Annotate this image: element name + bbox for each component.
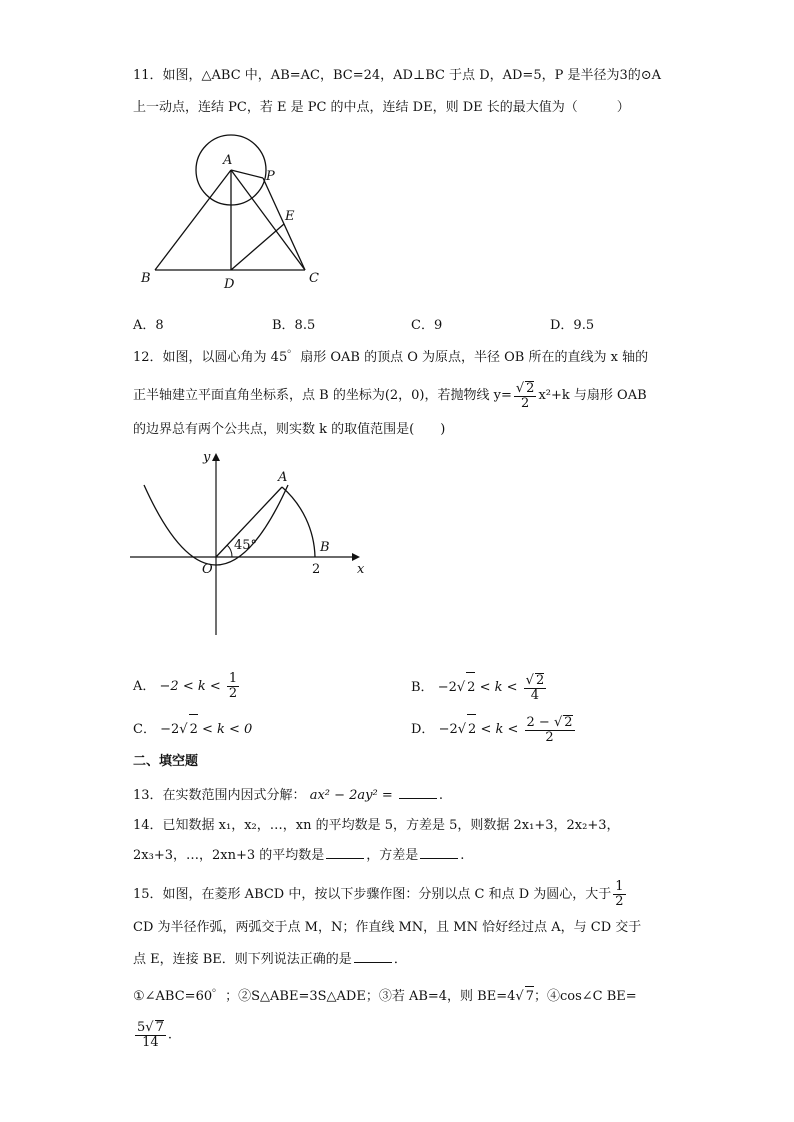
opt-d-sqrt: 2 xyxy=(467,714,476,745)
q15-text4b: ；④cos∠C BE= xyxy=(533,989,637,1004)
sqrt-symbol: √ xyxy=(525,672,534,688)
q15-end: . xyxy=(167,1027,172,1043)
opt-b-frac xyxy=(524,673,547,703)
opt-b-expr-a: −2 xyxy=(437,680,457,695)
q15-text3a: 点 E，连接 BE．则下列说法正确的是 xyxy=(133,952,352,967)
q15-frac-num: 1 xyxy=(615,879,624,894)
label-two: 2 xyxy=(312,562,321,577)
opt-d-frac xyxy=(525,715,575,745)
q15-sqrt: 7 xyxy=(525,986,534,1007)
opt-c-expr-b: < k < 0 xyxy=(197,722,253,737)
q12-figure xyxy=(130,445,370,640)
label-p: P xyxy=(266,169,275,184)
q13-line xyxy=(133,786,443,806)
opt-d-expr-a: −2 xyxy=(438,722,458,737)
q13-text: 13．在实数范围内因式分解： xyxy=(133,788,306,803)
q12-option-b[interactable] xyxy=(411,672,548,703)
x-axis-arrow xyxy=(352,553,360,561)
q12-frac-num: 2 xyxy=(526,380,535,396)
q12-text2a: 正半轴建立平面直角坐标系，点 B 的坐标为(2，0)，若抛物线 y= xyxy=(133,388,512,403)
opt-d-num-sqrt: 2 xyxy=(564,714,573,730)
q15-line5 xyxy=(133,1020,172,1051)
q14-variance-blank[interactable] xyxy=(420,846,458,859)
q11-line1 xyxy=(133,66,661,86)
q13-answer-blank[interactable] xyxy=(399,786,437,799)
q15-line2: CD 为半径作弧，两弧交于点 M，N；作直线 MN，且 MN 恰好经过点 A，与 CD 交于 xyxy=(133,920,642,935)
q14-line1: 14．已知数据 x₁，x₂，…，xn 的平均数是 5，方差是 5，则数据 2x₁+3，2x₂+3， xyxy=(133,818,620,833)
angle-arc xyxy=(227,545,232,557)
sector-arc xyxy=(282,487,315,557)
label-e: E xyxy=(285,209,295,224)
sqrt-symbol: √ xyxy=(515,380,525,396)
opt-b-expr-b: < k < xyxy=(475,680,518,695)
q13-expr: ax² − 2ay² = xyxy=(309,788,393,803)
section-title-fill-in: 二、填空题 xyxy=(133,754,199,769)
q14-text-a: 2x₃+3，…，2xn+3 的平均数是 xyxy=(133,848,325,863)
segment-de xyxy=(231,224,284,270)
y-axis-arrow xyxy=(212,453,220,461)
q11-figure xyxy=(135,128,335,293)
q14-text-b: ，方差是 xyxy=(366,848,419,863)
opt-a-frac xyxy=(227,672,239,701)
q11-text1: 如图，△ABC 中，AB=AC，BC=24，AD⊥BC 于点 D，AD=5，P 是半径为3的⊙A xyxy=(162,68,662,83)
opt-a-expr: −2 < k < xyxy=(159,679,221,694)
opt-c-sqrt: 2 xyxy=(189,714,198,745)
q15-line1 xyxy=(133,880,628,910)
label-b: B xyxy=(320,540,330,555)
q11-option-d[interactable]: D．9.5 xyxy=(550,318,595,333)
sqrt-symbol: √ xyxy=(515,989,524,1004)
q15-text1: 15．如图，在菱形 ABCD 中，按以下步骤作图：分别以点 C 和点 D 为圆心，大于 xyxy=(133,887,612,902)
q15-cos-num-sqrt: 7 xyxy=(155,1020,164,1035)
q12-text1: 如图，以圆心角为 45゜扇形 OAB 的顶点 O 为原点，半径 OB 所在的直线为 x 轴的 xyxy=(162,350,649,365)
q15-line3 xyxy=(133,950,407,970)
q15-cos-den: 14 xyxy=(142,1035,159,1050)
q12-line3: 的边界总有两个公共点，则实数 k 的取值范围是( ) xyxy=(133,422,446,437)
opt-a-den: 2 xyxy=(228,686,238,701)
q15-answer-blank[interactable] xyxy=(354,950,392,963)
q15-cos-frac xyxy=(135,1020,166,1050)
opt-d-label: D． xyxy=(411,722,435,737)
q12-option-d[interactable] xyxy=(411,714,577,745)
label-c: C xyxy=(309,271,319,286)
q12-number: 12． xyxy=(133,350,163,365)
q14-text-c: . xyxy=(460,848,465,863)
q11-option-c[interactable]: C．9 xyxy=(411,318,443,333)
opt-a-label: A． xyxy=(133,679,156,694)
sqrt-symbol: √ xyxy=(179,722,188,737)
label-d: D xyxy=(224,277,235,292)
q14-mean-blank[interactable] xyxy=(326,846,364,859)
opt-c-expr-a: −2 xyxy=(160,722,180,737)
opt-a-num: 1 xyxy=(228,671,238,686)
q12-frac-den: 2 xyxy=(521,395,530,411)
q14-line2 xyxy=(133,846,464,866)
q11-number: 11． xyxy=(133,68,163,83)
q15-line4 xyxy=(133,986,637,1007)
q15-text3b: ． xyxy=(393,952,407,967)
q12-text2b: x²+k 与扇形 OAB xyxy=(538,388,647,403)
q12-option-a[interactable] xyxy=(133,672,241,702)
q15-frac-den: 2 xyxy=(615,894,624,909)
q11-option-b[interactable]: B．8.5 xyxy=(272,318,316,333)
label-b: B xyxy=(141,271,151,286)
opt-d-num-a: 2 − xyxy=(526,714,554,730)
opt-b-sqrt: 2 xyxy=(466,672,475,703)
q12-option-c[interactable] xyxy=(133,714,252,745)
label-angle: 45° xyxy=(234,538,258,553)
label-a: A xyxy=(223,153,233,168)
sqrt-symbol: √ xyxy=(457,722,467,737)
q15-text4a: ①∠ABC=60゜；②S△ABE=3S△ADE；③若 AB=4，则 BE=4 xyxy=(133,989,516,1004)
opt-b-num: 2 xyxy=(535,672,545,688)
q13-end: . xyxy=(438,788,444,803)
opt-b-label: B． xyxy=(411,680,434,695)
label-x: x xyxy=(357,562,365,577)
opt-b-den: 4 xyxy=(530,687,540,703)
q15-cos-num-a: 5 xyxy=(137,1020,146,1035)
sqrt-symbol: √ xyxy=(553,714,563,730)
sqrt-symbol: √ xyxy=(145,1020,154,1035)
sqrt-symbol: √ xyxy=(456,680,466,695)
q11-option-a[interactable]: A．8 xyxy=(133,318,164,333)
segment-ab xyxy=(155,170,231,270)
q12-fraction xyxy=(514,381,537,411)
label-o: O xyxy=(202,562,213,577)
opt-d-expr-b: < k < xyxy=(476,722,519,737)
opt-d-den: 2 xyxy=(545,729,554,745)
q15-frac xyxy=(613,880,625,909)
q11-line2: 上一动点，连结 PC，若 E 是 PC 的中点，连结 DE，则 DE 长的最大值为（ ） xyxy=(133,100,630,115)
q12-line2 xyxy=(133,380,647,412)
opt-c-label: C． xyxy=(133,722,156,737)
label-a: A xyxy=(278,470,288,485)
label-y: y xyxy=(203,450,211,465)
q12-line1 xyxy=(133,348,648,368)
